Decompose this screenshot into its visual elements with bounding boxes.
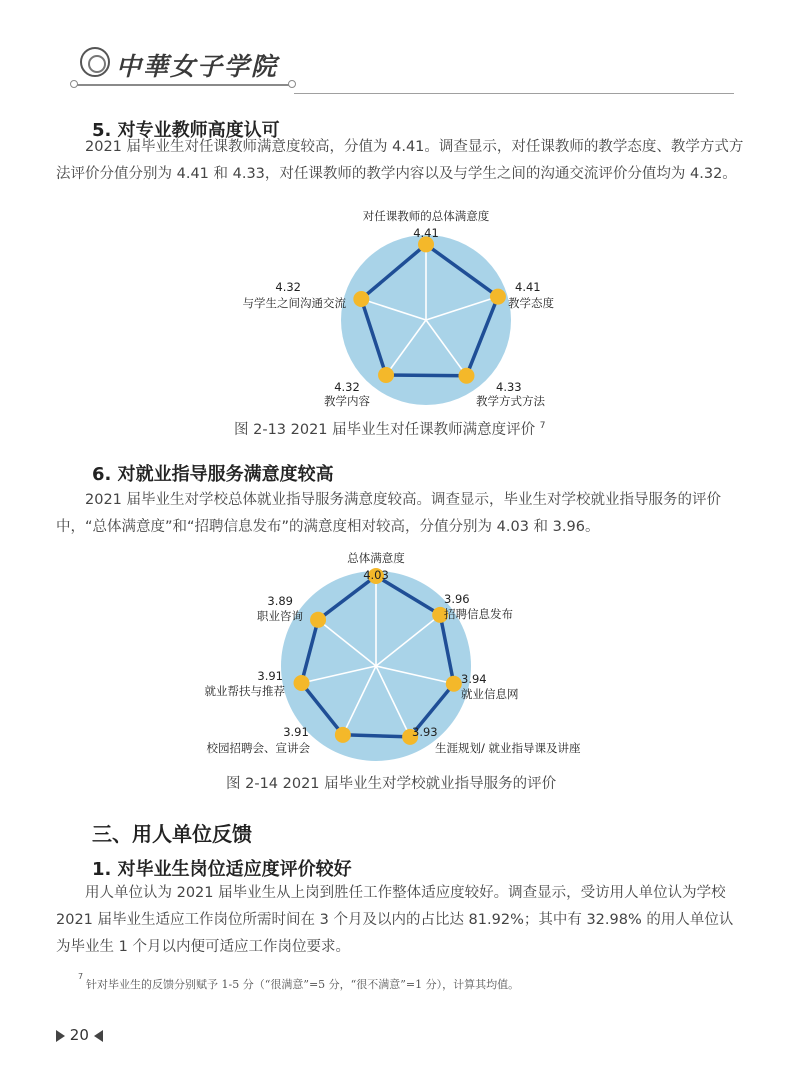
- radar-category-label: 对任课教师的总体满意度: [362, 209, 490, 223]
- radar-value-label: 3.94: [461, 672, 487, 686]
- triangle-left-icon: [94, 1030, 103, 1042]
- section-3-paragraph: 用人单位认为 2021 届毕业生从上岗到胜任工作整体适应度较好。调查显示，受访用人单位认为学校 2021 届毕业生适应工作岗位所需时间在 3 个月及以内的占比达 81.92%；其中有 32.98% 的用人单位认为毕业生 1 个月以内便可适应工作岗位要求。: [56, 885, 734, 955]
- radar-value-label: 4.32: [275, 280, 301, 294]
- page-number: 20: [69, 1026, 89, 1044]
- radar-value-label: 4.03: [363, 568, 389, 582]
- radar-point: [353, 291, 369, 307]
- section-5-heading: 5. 对专业教师高度认可: [92, 120, 280, 141]
- radar-category-label: 与学生之间沟通交流: [242, 296, 346, 310]
- radar-category-label: 职业咨询: [257, 609, 303, 623]
- radar-point: [294, 675, 310, 691]
- section-3-heading: 三、用人单位反馈: [92, 822, 252, 846]
- header-rule-long: [294, 93, 734, 94]
- page-header: [0, 0, 800, 100]
- radar-category-label: 总体满意度: [347, 551, 405, 565]
- section-5-paragraph: 2021 届毕业生对任课教师满意度较高，分值为 4.41。调查显示，对任课教师的教学态度、教学方式方法评价分值分别为 4.41 和 4.33，对任课教师的教学内容以及与学生之间的沟通交流评价分值均为 4.32。: [56, 139, 744, 182]
- radar-category-label: 就业信息网: [461, 687, 519, 701]
- radar-point: [310, 612, 326, 628]
- radar-value-label: 3.91: [283, 725, 309, 739]
- header-rule: [74, 84, 292, 86]
- figure-caption-text: 图 2-13 2021 届毕业生对任课教师满意度评价: [234, 422, 536, 438]
- radar-category-label: 招聘信息发布: [444, 607, 513, 621]
- section-3-1-heading: 1. 对毕业生岗位适应度评价较好: [92, 859, 352, 880]
- radar-value-label: 4.41: [413, 226, 439, 240]
- radar-point: [378, 367, 394, 383]
- triangle-right-icon: [56, 1030, 65, 1042]
- radar-point: [458, 368, 474, 384]
- figure-2-13-caption: [234, 418, 545, 439]
- radar-value-label: 3.96: [444, 592, 470, 606]
- header-rule-dot: [288, 80, 296, 88]
- section-6-paragraph: 2021 届毕业生对学校总体就业指导服务满意度较高。调查显示，毕业生对学校就业指导服务的评价中，“总体满意度”和“招聘信息发布”的满意度相对较高，分值分别为 4.03 和 3.96。: [56, 492, 722, 535]
- chart-employment-guidance: [190, 548, 610, 766]
- radar-value-label: 3.89: [267, 594, 293, 608]
- radar-value-label: 4.32: [334, 380, 360, 394]
- school-name: 中華女子学院: [116, 52, 279, 81]
- section-6-heading: 6. 对就业指导服务满意度较高: [92, 464, 334, 485]
- radar-point: [446, 676, 462, 692]
- header-rule-dot: [70, 80, 78, 88]
- page-number-box: [56, 1026, 103, 1044]
- radar-category-label: 教学方式方法: [476, 394, 545, 408]
- radar-value-label: 3.93: [412, 725, 438, 739]
- chart-teacher-satisfaction: [200, 205, 600, 415]
- radar-point: [335, 727, 351, 743]
- radar-category-label: 校园招聘会、宣讲会: [206, 741, 310, 755]
- footnote-text: 针对毕业生的反馈分别赋予 1-5 分（“很满意”=5 分，“很不满意”=1 分），计算其均值。: [86, 978, 520, 991]
- radar-point: [490, 289, 506, 305]
- figure-2-14-caption: 图 2-14 2021 届毕业生对学校就业指导服务的评价: [226, 776, 557, 792]
- radar-value-label: 3.91: [257, 669, 283, 683]
- radar-category-label: 就业帮扶与推荐: [204, 684, 285, 698]
- school-seal-icon: [80, 47, 110, 77]
- radar-category-label: 生涯规划/ 就业指导课及讲座: [435, 741, 581, 755]
- footnote-ref: 7: [539, 421, 546, 432]
- footnote-mark: 7: [78, 972, 84, 981]
- radar-category-label: 教学内容: [324, 394, 370, 408]
- radar-value-label: 4.33: [496, 380, 522, 394]
- radar-category-label: 教学态度: [508, 296, 554, 310]
- radar-value-label: 4.41: [515, 280, 541, 294]
